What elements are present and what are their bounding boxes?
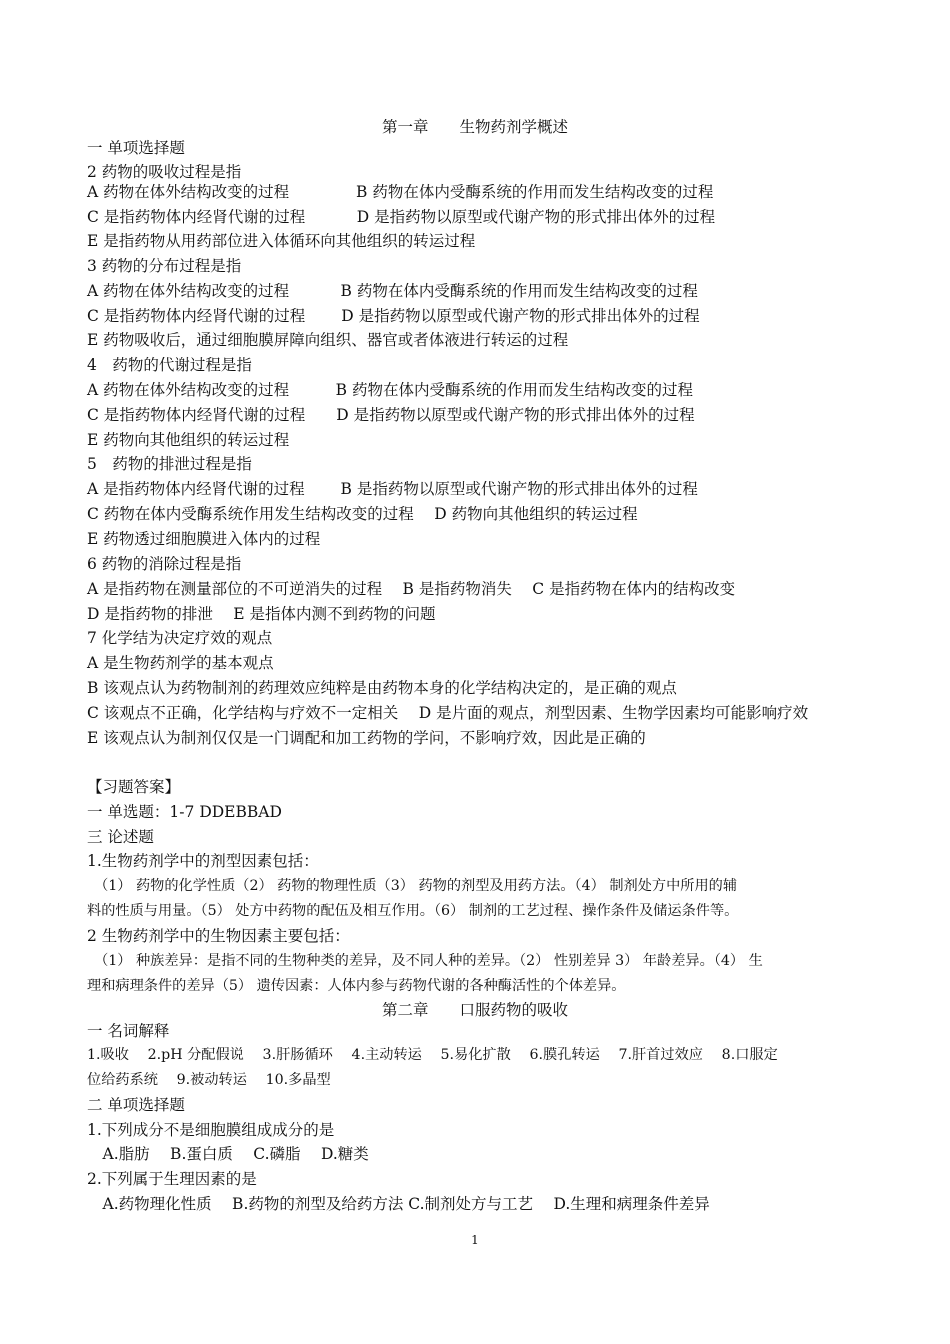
question-options: A 是指药物体内经肾代谢的过程 B 是指药物以原型或代谢产物的形式排出体外的过程 xyxy=(87,480,698,498)
chapter-2-title: 第二章 口服药物的吸收 xyxy=(381,1001,568,1019)
question-options: A 药物在体外结构改变的过程 B 药物在体内受酶系统的作用而发生结构改变的过程 xyxy=(87,282,698,300)
question-options: C 药物在体内受酶系统作用发生结构改变的过程 D 药物向其他组织的转运过程 xyxy=(87,505,638,523)
question-options: A 是生物药剂学的基本观点 xyxy=(87,654,274,672)
question-stem: 4 药物的代谢过程是指 xyxy=(87,356,252,374)
question-options: E 药物向其他组织的转运过程 xyxy=(87,431,290,449)
essay-heading: 三 论述题 xyxy=(87,828,154,846)
question-stem: 2.下列属于生理因素的是 xyxy=(87,1170,257,1188)
question-options: B 该观点认为药物制剂的药理效应纯粹是由药物本身的化学结构决定的，是正确的观点 xyxy=(87,679,677,697)
question-options: A.药物理化性质 B.药物的剂型及给药方法 C.制剂处方与工艺 D.生理和病理条件差异 xyxy=(87,1195,710,1213)
question-options: E 是指药物从用药部位进入体循环向其他组织的转运过程 xyxy=(87,232,476,250)
terms-list: 1.吸收 2.pH 分配假说 3.肝肠循环 4.主动转运 5.易化扩散 6.膜孔转运 7.肝首过效应 8.口服定 xyxy=(87,1047,778,1063)
essay-1-title: 1.生物药剂学中的剂型因素包括： xyxy=(87,852,319,870)
question-options: D 是指药物的排泄 E 是指体内测不到药物的问题 xyxy=(87,605,436,623)
question-options: E 药物透过细胞膜进入体内的过程 xyxy=(87,530,321,548)
essay-1-text: （1） 药物的化学性质（2） 药物的物理性质（3） 药物的剂型及用药方法。（4） 制剂处方中所用的辅 xyxy=(87,878,738,894)
question-options: C 该观点不正确，化学结构与疗效不一定相关 D 是片面的观点，剂型因素、生物学因素均可能影响疗效 xyxy=(87,704,809,722)
question-stem: 1.下列成分不是细胞膜组成成分的是 xyxy=(87,1121,335,1139)
question-stem: 5 药物的排泄过程是指 xyxy=(87,455,252,473)
essay-2-text: （1） 种族差异：是指不同的生物种类的差异，及不同人种的差异。（2） 性别差异 3） 年龄差异。（4） 生 xyxy=(87,953,763,969)
question-options: C 是指药物体内经肾代谢的过程 D 是指药物以原型或代谢产物的形式排出体外的过程 xyxy=(87,208,716,226)
question-options: C 是指药物体内经肾代谢的过程 D 是指药物以原型或代谢产物的形式排出体外的过程 xyxy=(87,406,695,424)
page-number: 1 xyxy=(471,1233,479,1247)
question-options: A 是指药物在测量部位的不可逆消失的过程 B 是指药物消失 C 是指药物在体内的结构改变 xyxy=(87,580,736,598)
essay-2-title: 2 生物药剂学中的生物因素主要包括： xyxy=(87,927,350,945)
section-heading: 二 单项选择题 xyxy=(87,1096,185,1114)
essay-1-text: 料的性质与用量。（5） 处方中药物的配伍及相互作用。（6） 制剂的工艺过程、操作条件及储运条件等。 xyxy=(87,903,739,919)
question-stem: 2 药物的吸收过程是指 xyxy=(87,163,242,181)
question-options: A 药物在体外结构改变的过程 B 药物在体内受酶系统的作用而发生结构改变的过程 xyxy=(87,183,714,201)
question-stem: 6 药物的消除过程是指 xyxy=(87,555,242,573)
answers-heading: 【习题答案】 xyxy=(87,778,181,796)
question-options: E 药物吸收后，通过细胞膜屏障向组织、器官或者体液进行转运的过程 xyxy=(87,331,569,349)
section-heading: 一 名词解释 xyxy=(87,1022,170,1040)
chapter-1-title: 第一章 生物药剂学概述 xyxy=(381,118,568,136)
question-options: A 药物在体外结构改变的过程 B 药物在体内受酶系统的作用而发生结构改变的过程 xyxy=(87,381,693,399)
terms-list: 位给药系统 9.被动转运 10.多晶型 xyxy=(87,1072,331,1088)
question-options: C 是指药物体内经肾代谢的过程 D 是指药物以原型或代谢产物的形式排出体外的过程 xyxy=(87,307,700,325)
answers-single: 一 单选题：1-7 DDEBBAD xyxy=(87,803,282,821)
question-stem: 7 化学结为决定疗效的观点 xyxy=(87,629,273,647)
question-options: A.脂肪 B.蛋白质 C.磷脂 D.糖类 xyxy=(87,1145,369,1163)
essay-2-text: 理和病理条件的差异（5） 遗传因素：人体内参与药物代谢的各种酶活性的个体差异。 xyxy=(87,978,626,994)
question-stem: 3 药物的分布过程是指 xyxy=(87,257,242,275)
question-options: E 该观点认为制剂仅仅是一门调配和加工药物的学问，不影响疗效，因此是正确的 xyxy=(87,729,646,747)
section-heading: 一 单项选择题 xyxy=(87,139,185,157)
